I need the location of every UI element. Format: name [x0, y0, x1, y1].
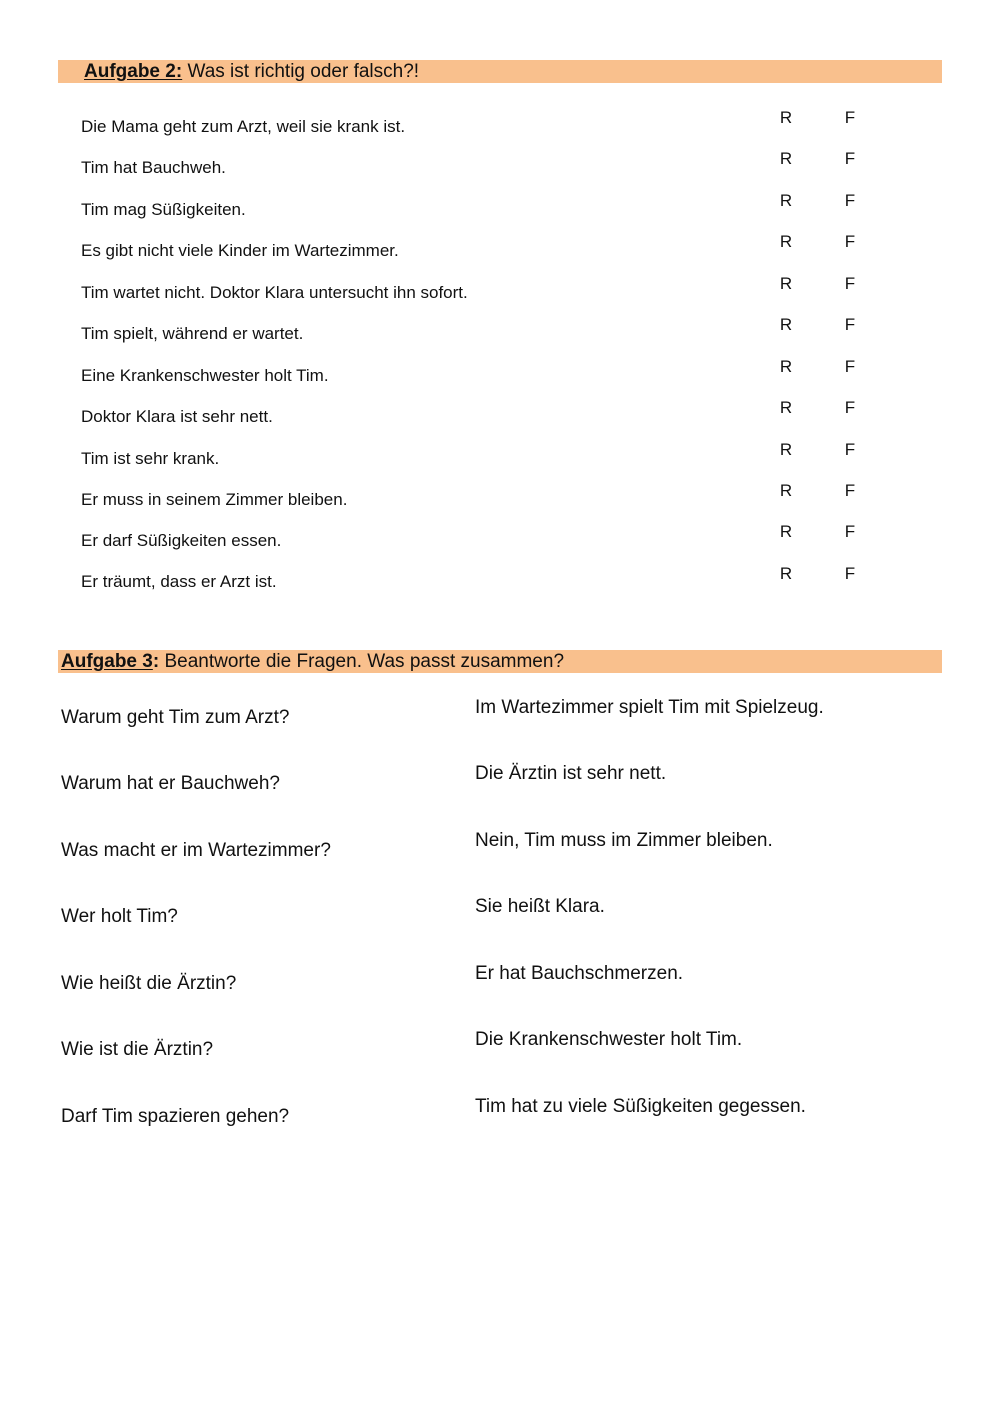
- aufgabe2-label: Aufgabe 2:: [84, 61, 183, 82]
- aufgabe3-title: Beantworte die Fragen. Was passt zusammen?: [164, 651, 565, 672]
- statement-10: Er muss in seinem Zimmer bleiben.: [81, 490, 348, 509]
- option-f-9[interactable]: F: [844, 440, 856, 459]
- option-r-5[interactable]: R: [779, 274, 793, 293]
- question-2[interactable]: Warum hat er Bauchweh?: [61, 773, 280, 794]
- option-r-1[interactable]: R: [779, 108, 793, 127]
- option-r-8[interactable]: R: [779, 398, 793, 417]
- aufgabe2-header: [84, 60, 419, 83]
- aufgabe3-header: [61, 650, 564, 673]
- option-r-7[interactable]: R: [779, 357, 793, 376]
- option-f-4[interactable]: F: [844, 232, 856, 251]
- option-f-12[interactable]: F: [844, 564, 856, 583]
- option-r-3[interactable]: R: [779, 191, 793, 210]
- answer-4[interactable]: Sie heißt Klara.: [475, 896, 605, 917]
- statement-7: Eine Krankenschwester holt Tim.: [81, 366, 329, 385]
- option-r-11[interactable]: R: [779, 522, 793, 541]
- statement-1: Die Mama geht zum Arzt, weil sie krank ist.: [81, 117, 406, 136]
- option-f-6[interactable]: F: [844, 315, 856, 334]
- option-r-9[interactable]: R: [779, 440, 793, 459]
- option-f-10[interactable]: F: [844, 481, 856, 500]
- statement-5: Tim wartet nicht. Doktor Klara untersucht ihn sofort.: [81, 283, 468, 302]
- option-r-2[interactable]: R: [779, 149, 793, 168]
- option-f-7[interactable]: F: [844, 357, 856, 376]
- statement-3: Tim mag Süßigkeiten.: [81, 200, 246, 219]
- statement-2: Tim hat Bauchweh.: [81, 158, 226, 177]
- aufgabe3-label: Aufgabe 3: [61, 651, 153, 672]
- option-r-6[interactable]: R: [779, 315, 793, 334]
- option-r-4[interactable]: R: [779, 232, 793, 251]
- answer-2[interactable]: Die Ärztin ist sehr nett.: [475, 763, 667, 784]
- option-f-2[interactable]: F: [844, 149, 856, 168]
- statement-8: Doktor Klara ist sehr nett.: [81, 407, 273, 426]
- answer-5[interactable]: Er hat Bauchschmerzen.: [475, 963, 684, 984]
- option-f-11[interactable]: F: [844, 522, 856, 541]
- statement-9: Tim ist sehr krank.: [81, 449, 220, 468]
- answer-1[interactable]: Im Wartezimmer spielt Tim mit Spielzeug.: [475, 697, 824, 718]
- question-4[interactable]: Wer holt Tim?: [61, 906, 178, 927]
- answer-7[interactable]: Tim hat zu viele Süßigkeiten gegessen.: [475, 1096, 806, 1117]
- statement-11: Er darf Süßigkeiten essen.: [81, 531, 282, 550]
- question-5[interactable]: Wie heißt die Ärztin?: [61, 973, 237, 994]
- option-f-5[interactable]: F: [844, 274, 856, 293]
- question-7[interactable]: Darf Tim spazieren gehen?: [61, 1106, 290, 1127]
- answer-6[interactable]: Die Krankenschwester holt Tim.: [475, 1029, 743, 1050]
- option-f-8[interactable]: F: [844, 398, 856, 417]
- aufgabe2-title: Was ist richtig oder falsch?!: [187, 61, 420, 82]
- option-r-12[interactable]: R: [779, 564, 793, 583]
- answer-3[interactable]: Nein, Tim muss im Zimmer bleiben.: [475, 830, 773, 851]
- question-1[interactable]: Warum geht Tim zum Arzt?: [61, 707, 290, 728]
- statement-6: Tim spielt, während er wartet.: [81, 324, 304, 343]
- option-f-1[interactable]: F: [844, 108, 856, 127]
- statement-12: Er träumt, dass er Arzt ist.: [81, 572, 277, 591]
- question-3[interactable]: Was macht er im Wartezimmer?: [61, 840, 331, 861]
- option-r-10[interactable]: R: [779, 481, 793, 500]
- statement-4: Es gibt nicht viele Kinder im Wartezimmer.: [81, 241, 399, 260]
- aufgabe3-label-colon: :: [152, 651, 160, 672]
- question-6[interactable]: Wie ist die Ärztin?: [61, 1039, 214, 1060]
- option-f-3[interactable]: F: [844, 191, 856, 210]
